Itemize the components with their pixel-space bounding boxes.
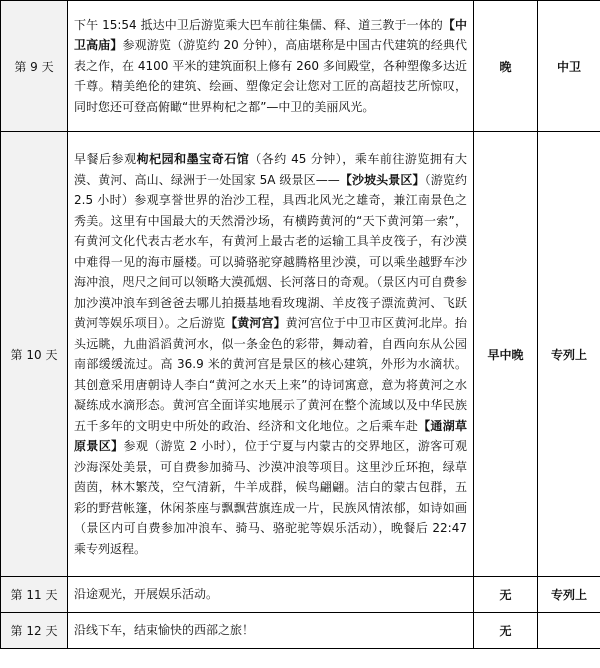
- description-text: 参观游览（游览约 20 分钟），高庙堪称是中国古代建筑的经典代表之作，在 4100 平米的建筑面积上修有 260 多间殿堂，各种塑像多达近千尊。精美绝伦的建筑、绘画、塑像定会让您对工匠的高超技艺所惊叹，同时您还可登高俯瞰“世界枸杞之都”—中卫的美丽风光。: [74, 38, 467, 114]
- description-cell: [68, 1, 474, 132]
- meal-cell: [474, 132, 538, 577]
- day-cell: [1, 132, 68, 577]
- description-text: （各约 45 分钟），乘车前往游览拥有大漠、黄河、高山、绿洲于一处国家 5A 级景区——: [74, 152, 467, 187]
- highlight-text: 枸杞园和墨宝奇石馆: [136, 152, 250, 166]
- description-cell: [68, 132, 474, 577]
- meal-label: 无: [499, 624, 512, 638]
- meal-label: 晚: [499, 59, 512, 74]
- description-text: （游览约 2.5 小时）参观享誉世界的治沙工程，具西北风光之雄奇，兼江南景色之秀美。这里有中国最大的天然滑沙场，有横跨黄河的“天下黄河第一索”，有黄河文化代表古老水车，有黄河上最古老的运输工具羊皮筏子，有沙漠中难得一见的海市蜃楼。可以骑骆驼穿越腾格里沙漠，可以乘坐越野车沙海冲浪，咫尺之间可以领略大漠孤烟、长河落日的奇观。（景区内可自费参加沙漠冲浪车到爸爸去哪儿拍摄基地看玫瑰湖、羊皮筏子漂流黄河、飞跃黄河等娱乐项目）。之后游览: [74, 172, 467, 330]
- highlight-text: 【中卫高庙】: [74, 17, 467, 53]
- description-text: 沿线下车，结束愉快的西部之旅！: [74, 623, 255, 638]
- highlight-text: 【通湖草原景区】: [74, 418, 467, 453]
- lodging-label: 中卫: [556, 59, 581, 74]
- highlight-text: 【沙坡头景区】: [339, 172, 425, 187]
- lodging-cell: [538, 577, 600, 613]
- meal-label: 无: [499, 588, 512, 602]
- description-text: 参观（游览 2 小时），位于宁夏与内蒙古的交界地区，游客可观沙海深处美景，可自费参加骑马、沙漠冲浪等项目。这里沙丘环抱，绿草茵茵，林木繁茂，空气清新，牛羊成群，候鸟翩翩。洁白的蒙古包群，五彩的野营帐篷，休闲茶座与飘飘营旗连成一片，民族风情浓郁，如诗如画（景区内可自费参加冲浪车、骑马、骆驼驼等娱乐活动），晚餐后 22:47 乘专列返程。: [74, 439, 467, 556]
- lodging-label: 专列上: [550, 588, 587, 602]
- itinerary-row-day10: [1, 132, 600, 577]
- meal-label: 早中晚: [487, 347, 524, 362]
- meal-cell: [474, 613, 538, 649]
- day-label: 第 12 天: [10, 624, 58, 638]
- day-label: 第 11 天: [10, 588, 58, 602]
- day-label: 第 9 天: [14, 59, 54, 74]
- description-text: 早餐后参观: [74, 152, 137, 166]
- meal-cell: [474, 577, 538, 613]
- day-cell: [1, 1, 68, 132]
- day-cell: [1, 577, 68, 613]
- lodging-cell: [538, 132, 600, 577]
- description-text: 下午 15:54 抵达中卫后游览乘大巴车前往集儒、释、道三教于一体的: [74, 17, 443, 32]
- itinerary-row-day11: [1, 577, 600, 613]
- lodging-cell: [538, 613, 600, 649]
- highlight-text: 【黄河宫】: [225, 316, 286, 330]
- description-text: 沿途观光，开展娱乐活动。: [74, 587, 219, 602]
- day-cell: [1, 613, 68, 649]
- description-cell: [68, 613, 474, 649]
- itinerary-body: [1, 1, 600, 649]
- day-label: 第 10 天: [10, 347, 58, 362]
- meal-cell: [474, 1, 538, 132]
- description-text: 黄河宫位于中卫市区黄河北岸。抬头远眺，九曲滔滔黄河水，似一条金色的彩带，舞动着，自西向东从公园南部缓缓流过。高 36.9 米的黄河宫是景区的核心建筑，外形为水滴状。其创意采用唐朝诗人李白“黄河之水天上来”的诗词寓意，意为将黄河之水凝练成水滴形态。黄河宫全面详实地展示了黄河在整个流域以及中华民族五千多年的文明史中所处的政治、经济和文化地位。之后乘车赴: [74, 316, 467, 433]
- description-cell: [68, 577, 474, 613]
- itinerary-row-day9: [1, 1, 600, 132]
- lodging-label: 专列上: [550, 347, 587, 362]
- lodging-cell: [538, 1, 600, 132]
- itinerary-row-day12: [1, 613, 600, 649]
